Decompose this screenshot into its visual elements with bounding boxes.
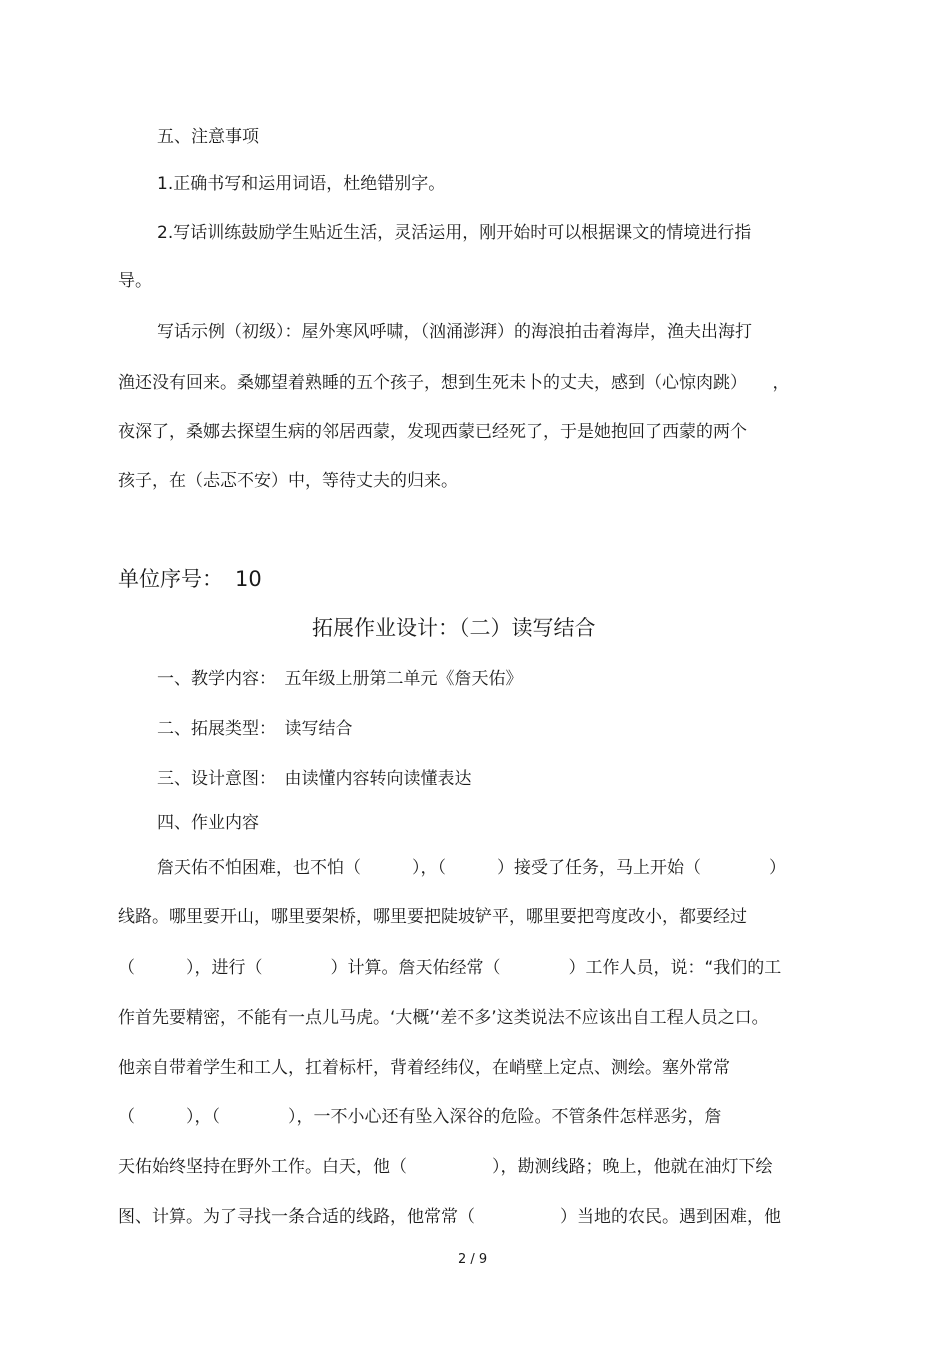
note-item-2-line-1: 2.写话训练鼓励学生贴近生活，灵活运用，刚开始时可以根据课文的情境进行指 bbox=[157, 223, 752, 243]
body-line: 詹天佑不怕困难，也不怕（ ），（ ）接受了任务，马上开始（ ） bbox=[157, 858, 786, 878]
body-line: 作首先要精密，不能有一点儿马虎。‘大概’‘差不多’这类说法不应该出自工程人员之口。 bbox=[118, 1008, 769, 1028]
page-number: 2 / 9 bbox=[458, 1252, 488, 1267]
body-line: 线路。哪里要开山，哪里要架桥，哪里要把陡坡铲平，哪里要把弯度改小，都要经过 bbox=[118, 907, 747, 927]
body-line: 他亲自带着学生和工人，扛着标杆，背着经纬仪，在峭壁上定点、测绘。塞外常常 bbox=[118, 1058, 730, 1078]
note-item-2-line-2: 导。 bbox=[118, 271, 152, 291]
section-five-heading: 五、注意事项 bbox=[157, 127, 259, 147]
unit-label: 单位序号： bbox=[118, 567, 223, 591]
item-extension-type: 二、拓展类型： 读写结合 bbox=[157, 719, 353, 739]
note-item-1: 1.正确书写和运用词语，杜绝错别字。 bbox=[157, 174, 446, 194]
unit-number bbox=[118, 566, 262, 592]
example-line-2: 渔还没有回来。桑娜望着熟睡的五个孩子，想到生死未卜的丈夫，感到（心惊肉跳） ， bbox=[118, 373, 790, 393]
item-design-intent: 三、设计意图： 由读懂内容转向读懂表达 bbox=[157, 769, 472, 789]
example-line-4: 孩子，在（忐忑不安）中，等待丈夫的归来。 bbox=[118, 471, 458, 491]
example-line-1: 写话示例（初级）：屋外寒风呼啸，（汹涌澎湃）的海浪拍击着海岸，渔夫出海打 bbox=[157, 322, 752, 342]
body-line: 图、计算。为了寻找一条合适的线路，他常常（ ）当地的农民。遇到困难，他 bbox=[118, 1207, 781, 1227]
unit-value: 10 bbox=[235, 567, 262, 591]
page-title: 拓展作业设计：（二）读写结合 bbox=[312, 616, 596, 640]
item-homework-content: 四、作业内容 bbox=[157, 813, 259, 833]
item-teaching-content: 一、教学内容： 五年级上册第二单元《詹天佑》 bbox=[157, 669, 523, 689]
body-line: （ ），（ ），一不小心还有坠入深谷的危险。不管条件怎样恶劣，詹 bbox=[118, 1107, 722, 1127]
body-line: 天佑始终坚持在野外工作。白天，他（ ），勘测线路；晚上，他就在油灯下绘 bbox=[118, 1157, 773, 1177]
body-line: （ ），进行（ ）计算。詹天佑经常（ ）工作人员，说：“我们的工 bbox=[118, 958, 782, 978]
example-line-3: 夜深了，桑娜去探望生病的邻居西蒙，发现西蒙已经死了，于是她抱回了西蒙的两个 bbox=[118, 422, 747, 442]
